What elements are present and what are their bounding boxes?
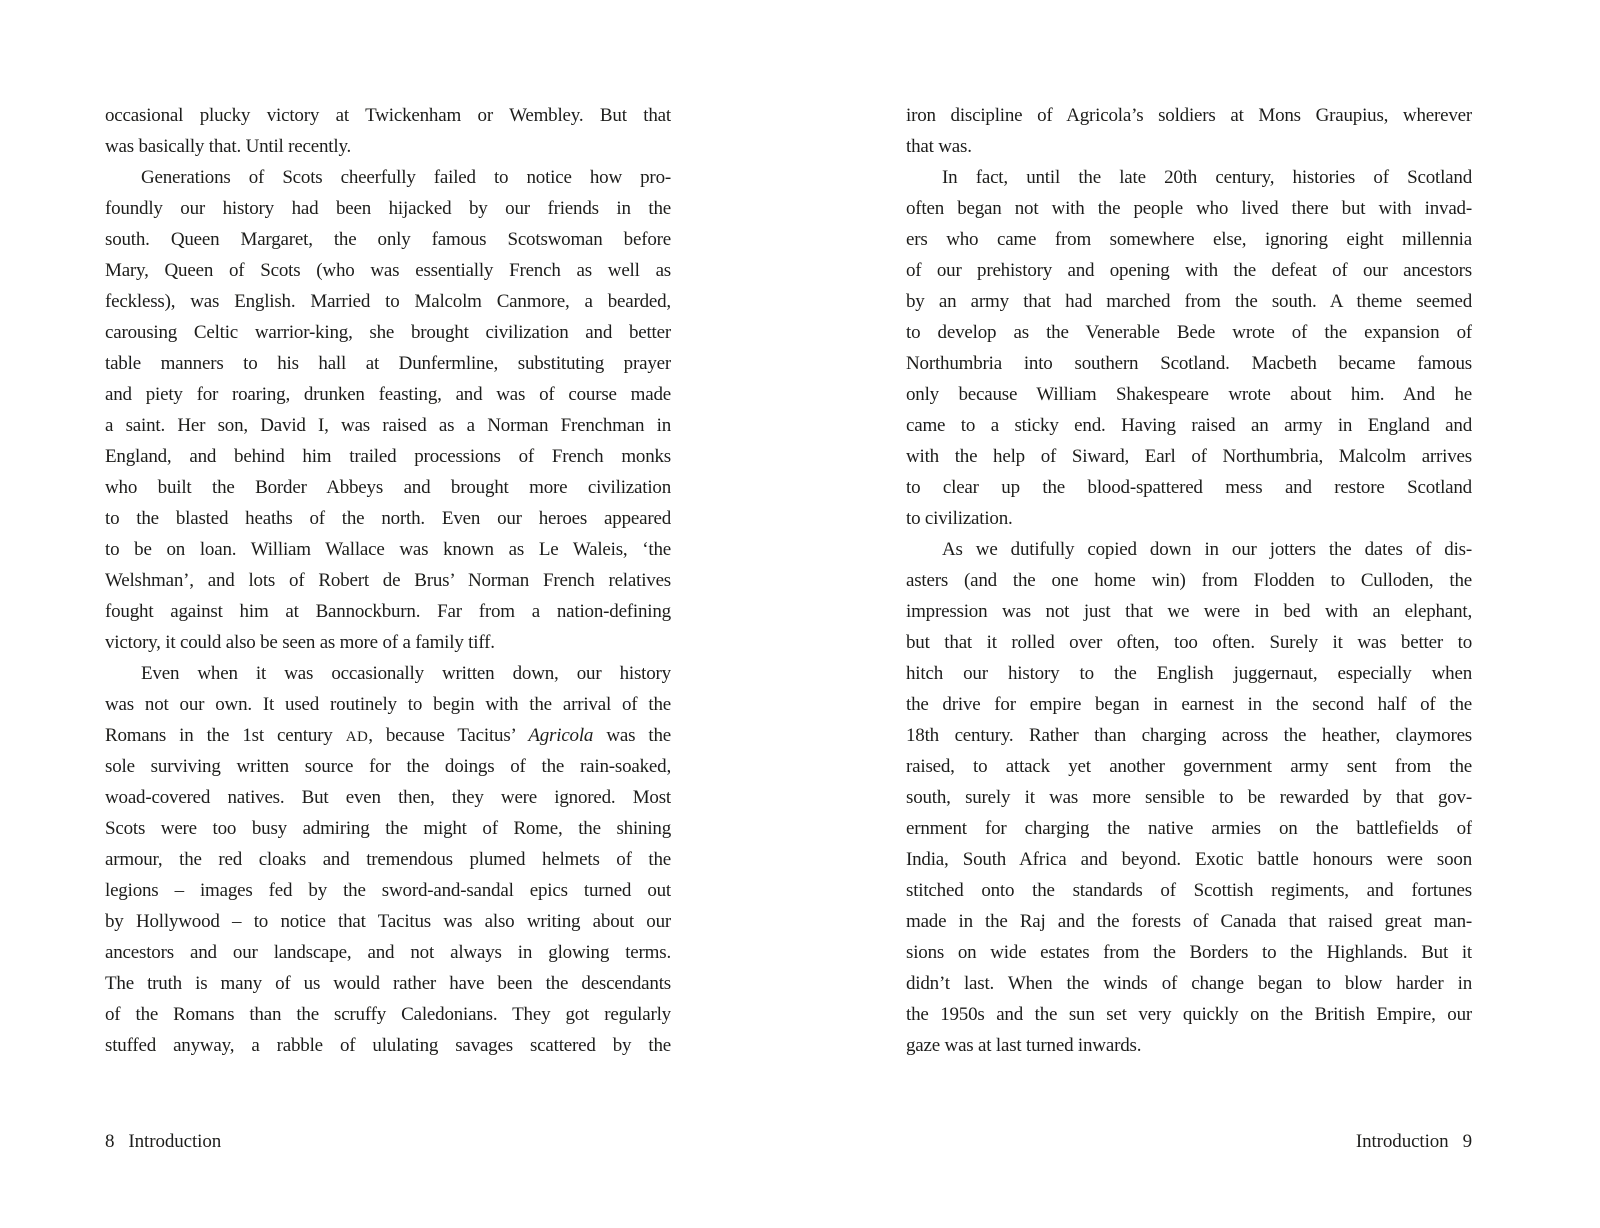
text-line: victory, it could also be seen as more of a family tiff. — [105, 632, 495, 653]
text-line: ers who came from somewhere else, ignoring eight millennia — [906, 229, 1472, 250]
text-line: didn’t last. When the winds of change began to blow harder in — [906, 973, 1472, 994]
text-line: 18th century. Rather than charging across the heather, claymores — [906, 725, 1472, 746]
text-segment: , because Tacitus’ — [368, 725, 529, 746]
text-line: and piety for roaring, drunken feasting, and was of course made — [105, 384, 671, 405]
text-line: that was. — [906, 136, 972, 157]
text-line: Even when it was occasionally written down, our history — [141, 663, 671, 684]
text-line: fought against him at Bannockburn. Far from a nation-defining — [105, 601, 671, 622]
left-page-footer — [105, 1131, 221, 1153]
page-number: 9 — [1462, 1131, 1472, 1152]
text-line: woad-covered natives. But even then, they were ignored. Most — [105, 787, 671, 808]
text-line: by Hollywood – to notice that Tacitus was also writing about our — [105, 911, 671, 932]
text-line: stitched onto the standards of Scottish regiments, and fortunes — [906, 880, 1472, 901]
text-line: Generations of Scots cheerfully failed to notice how pro- — [141, 167, 671, 188]
text-line: Scots were too busy admiring the might of Rome, the shining — [105, 818, 671, 839]
text-line: to develop as the Venerable Bede wrote of the expansion of — [906, 322, 1472, 343]
text-line — [105, 720, 671, 751]
text-line: ancestors and our landscape, and not always in glowing terms. — [105, 942, 671, 963]
text-line: iron discipline of Agricola’s soldiers at Mons Graupius, wherever — [906, 105, 1472, 126]
text-line: ernment for charging the native armies on the battlefields of — [906, 818, 1472, 839]
text-line: gaze was at last turned inwards. — [906, 1035, 1142, 1056]
right-text-column — [906, 100, 1472, 1061]
text-line: sole surviving written source for the doings of the rain-soaked, — [105, 756, 671, 777]
text-line: Mary, Queen of Scots (who was essentially French as well as — [105, 260, 671, 281]
italic-book-title: Agricola — [528, 725, 594, 746]
text-segment: Romans in the 1st century — [105, 725, 346, 746]
text-line: table manners to his hall at Dunfermline, substituting prayer — [105, 353, 671, 374]
text-line: raised, to attack yet another government army sent from the — [906, 756, 1472, 777]
text-line: the 1950s and the sun set very quickly on the British Empire, our — [906, 1004, 1472, 1025]
text-line: south. Queen Margaret, the only famous Scotswoman before — [105, 229, 671, 250]
text-line: made in the Raj and the forests of Canada that raised great man- — [906, 911, 1472, 932]
text-line: was basically that. Until recently. — [105, 136, 352, 157]
page-number: 8 — [105, 1131, 115, 1152]
text-line: England, and behind him trailed processions of French monks — [105, 446, 671, 467]
smallcaps-segment: AD — [345, 729, 369, 745]
text-line: carousing Celtic warrior-king, she brought civilization and better — [105, 322, 671, 343]
text-line: of our prehistory and opening with the defeat of our ancestors — [906, 260, 1472, 281]
text-line: often began not with the people who lived there but with invad- — [906, 198, 1472, 219]
text-line: impression was not just that we were in bed with an elephant, — [906, 601, 1472, 622]
text-line: sions on wide estates from the Borders to the Highlands. But it — [906, 942, 1472, 963]
text-line: legions – images fed by the sword-and-sandal epics turned out — [105, 880, 671, 901]
text-line: only because William Shakespeare wrote about him. And he — [906, 384, 1472, 405]
text-line: by an army that had marched from the south. A theme seemed — [906, 291, 1472, 312]
text-line: stuffed anyway, a rabble of ululating savages scattered by the — [105, 1035, 671, 1056]
running-head: Introduction — [128, 1131, 222, 1152]
text-line: feckless), was English. Married to Malcolm Canmore, a bearded, — [105, 291, 671, 312]
text-line: came to a sticky end. Having raised an army in England and — [906, 415, 1472, 436]
text-line: occasional plucky victory at Twickenham or Wembley. But that — [105, 105, 671, 126]
text-line: asters (and the one home win) from Flodden to Culloden, the — [906, 570, 1472, 591]
text-line: was not our own. It used routinely to begin with the arrival of the — [105, 694, 671, 715]
text-line: foundly our history had been hijacked by our friends in the — [105, 198, 671, 219]
left-text-column — [105, 100, 671, 1061]
text-line: south, surely it was more sensible to be rewarded by that gov- — [906, 787, 1472, 808]
text-line: a saint. Her son, David I, was raised as a Norman Frenchman in — [105, 415, 671, 436]
text-line: armour, the red cloaks and tremendous plumed helmets of the — [105, 849, 671, 870]
running-head: Introduction — [1355, 1131, 1449, 1152]
text-line: of the Romans than the scruffy Caledonians. They got regularly — [105, 1004, 671, 1025]
text-line: but that it rolled over often, too often. Surely it was better to — [906, 632, 1472, 653]
text-line: to clear up the blood-spattered mess and restore Scotland — [906, 477, 1472, 498]
text-line: the drive for empire began in earnest in the second half of the — [906, 694, 1472, 715]
text-line: to be on loan. William Wallace was known as Le Waleis, ‘the — [105, 539, 671, 560]
text-line: with the help of Siward, Earl of Northumbria, Malcolm arrives — [906, 446, 1472, 467]
text-line: hitch our history to the English juggernaut, especially when — [906, 663, 1472, 684]
text-segment: was the — [593, 725, 671, 746]
text-line: Welshman’, and lots of Robert de Brus’ Norman French relatives — [105, 570, 671, 591]
right-page-footer — [906, 1131, 1472, 1153]
text-line: In fact, until the late 20th century, histories of Scotland — [942, 167, 1472, 188]
text-line: who built the Border Abbeys and brought more civilization — [105, 477, 671, 498]
text-line: to the blasted heaths of the north. Even our heroes appeared — [105, 508, 671, 529]
text-line: The truth is many of us would rather have been the descendants — [105, 973, 671, 994]
text-line: to civilization. — [906, 508, 1013, 529]
text-line: Northumbria into southern Scotland. Macbeth became famous — [906, 353, 1472, 374]
text-line: India, South Africa and beyond. Exotic battle honours were soon — [906, 849, 1472, 870]
text-line: As we dutifully copied down in our jotters the dates of dis- — [942, 539, 1472, 560]
